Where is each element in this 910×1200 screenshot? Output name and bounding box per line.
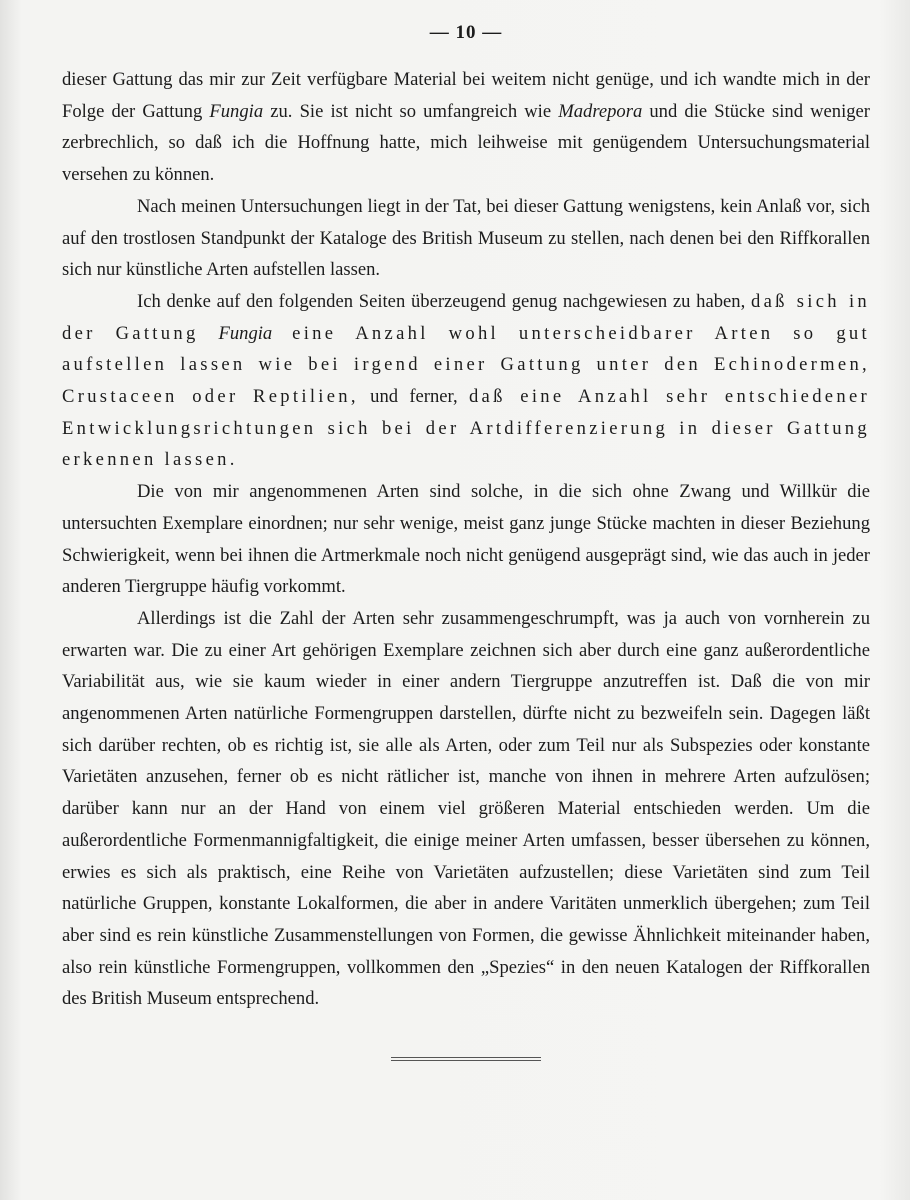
body-text bbox=[62, 64, 870, 1015]
paragraph bbox=[62, 64, 870, 191]
text-run: und die Stücke sind weniger zerbrechlich, so daß ich die Hoffnung hatte, mich leihweise mit genügendem Untersuchungsmaterial versehen zu können. bbox=[62, 100, 871, 186]
text-run: Allerdings ist die Zahl der Arten sehr zusammengeschrumpft, was ja auch von vornherein zu erwarten war. Die zu einer Art gehörigen Exemplare zeichnen sich aber durch eine ganz außerordentliche Variabilität aus, wie sie kaum wieder in einer andern Tiergruppe anzutreffen ist. Daß die von mir angenommenen Arten natürliche Formengruppen darstellen, dürfte nicht zu bezweifeln sein. Dagegen läßt sich darüber rechten, ob es richtig ist, sie alle als Arten, oder zum Teil nur als Subspezies oder konstante Varietäten anzusehen, ferner ob es nicht rätlicher ist, manche von ihnen in mehrere Arten aufzulösen; darüber kann nur an der Hand von einem viel größeren Material entschieden werden. Um die außerordentliche Formenmannigfaltigkeit, die einige meiner Arten umfassen, besser übersehen zu können, erwies es sich als praktisch, eine Reihe von Varietäten aufzustellen; diese Varietäten sind zum Teil natürliche Gruppen, konstante Lokalformen, die aber in andere Varitäten unmerklich übergehen; zum Teil aber sind es rein künstliche Zusammenstellungen von Formen, die gewisse Ähnlichkeit miteinander haben, also rein künstliche Formengruppen, vollkommen den „Spezies“ in den neuen Katalogen der Riffkorallen des British Museum entsprechend. bbox=[62, 607, 870, 1010]
paragraph bbox=[62, 476, 870, 603]
paragraph bbox=[62, 603, 870, 1015]
text-run: dieser Gattung das mir zur Zeit verfügbare Material bei weitem nicht genüge, und ich wandte mich in der Folge der Gattung bbox=[62, 69, 870, 122]
paragraph bbox=[62, 191, 870, 286]
text-run: und ferner, bbox=[358, 386, 469, 408]
italic-genus-name: Madrepora bbox=[558, 100, 643, 122]
text-run: Nach meinen Untersuchungen liegt in der Tat, bei dieser Gattung wenigstens, kein Anlaß vor, sich auf den trostlosen Standpunkt der Kataloge des British Museum zu stellen, nach denen bei den Riffkorallen sich nur künstliche Arten aufstellen lassen. bbox=[62, 195, 870, 281]
text-run: Ich denke auf den folgenden Seiten überzeugend genug nachgewiesen zu haben, bbox=[137, 290, 751, 312]
section-divider bbox=[391, 1057, 541, 1061]
spaced-text: daß sich in der Gattung bbox=[62, 290, 871, 344]
paragraph bbox=[62, 286, 870, 476]
text-run: Die von mir angenommenen Arten sind solche, in die sich ohne Zwang und Willkür die untersuchten Exemplare einordnen; nur sehr wenige, meist ganz junge Stücke machten in dieser Beziehung Schwierigkeit, wenn bei ihnen die Artmerkmale noch nicht genügend ausgeprägt sind, wie das auch in jeder anderen Tiergruppe häufig vorkommt. bbox=[62, 481, 870, 598]
spaced-text: eine Anzahl wohl unterscheidbarer Arten so gut aufstellen lassen wie bei irgend einer Gattung unter den Echinodermen, Crustaceen oder Reptilien, bbox=[62, 322, 870, 408]
italic-genus-name: Fungia bbox=[209, 100, 264, 122]
page-number: — 10 — bbox=[429, 22, 503, 43]
spaced-text: daß eine Anzahl sehr entschiedener Entwicklungsrichtungen sich bei der Artdifferenzierung in dieser Gattung erkennen lassen. bbox=[62, 386, 870, 471]
italic-genus-name: Fungia bbox=[218, 322, 273, 344]
text-run: zu. Sie ist nicht so umfangreich wie bbox=[263, 100, 559, 122]
